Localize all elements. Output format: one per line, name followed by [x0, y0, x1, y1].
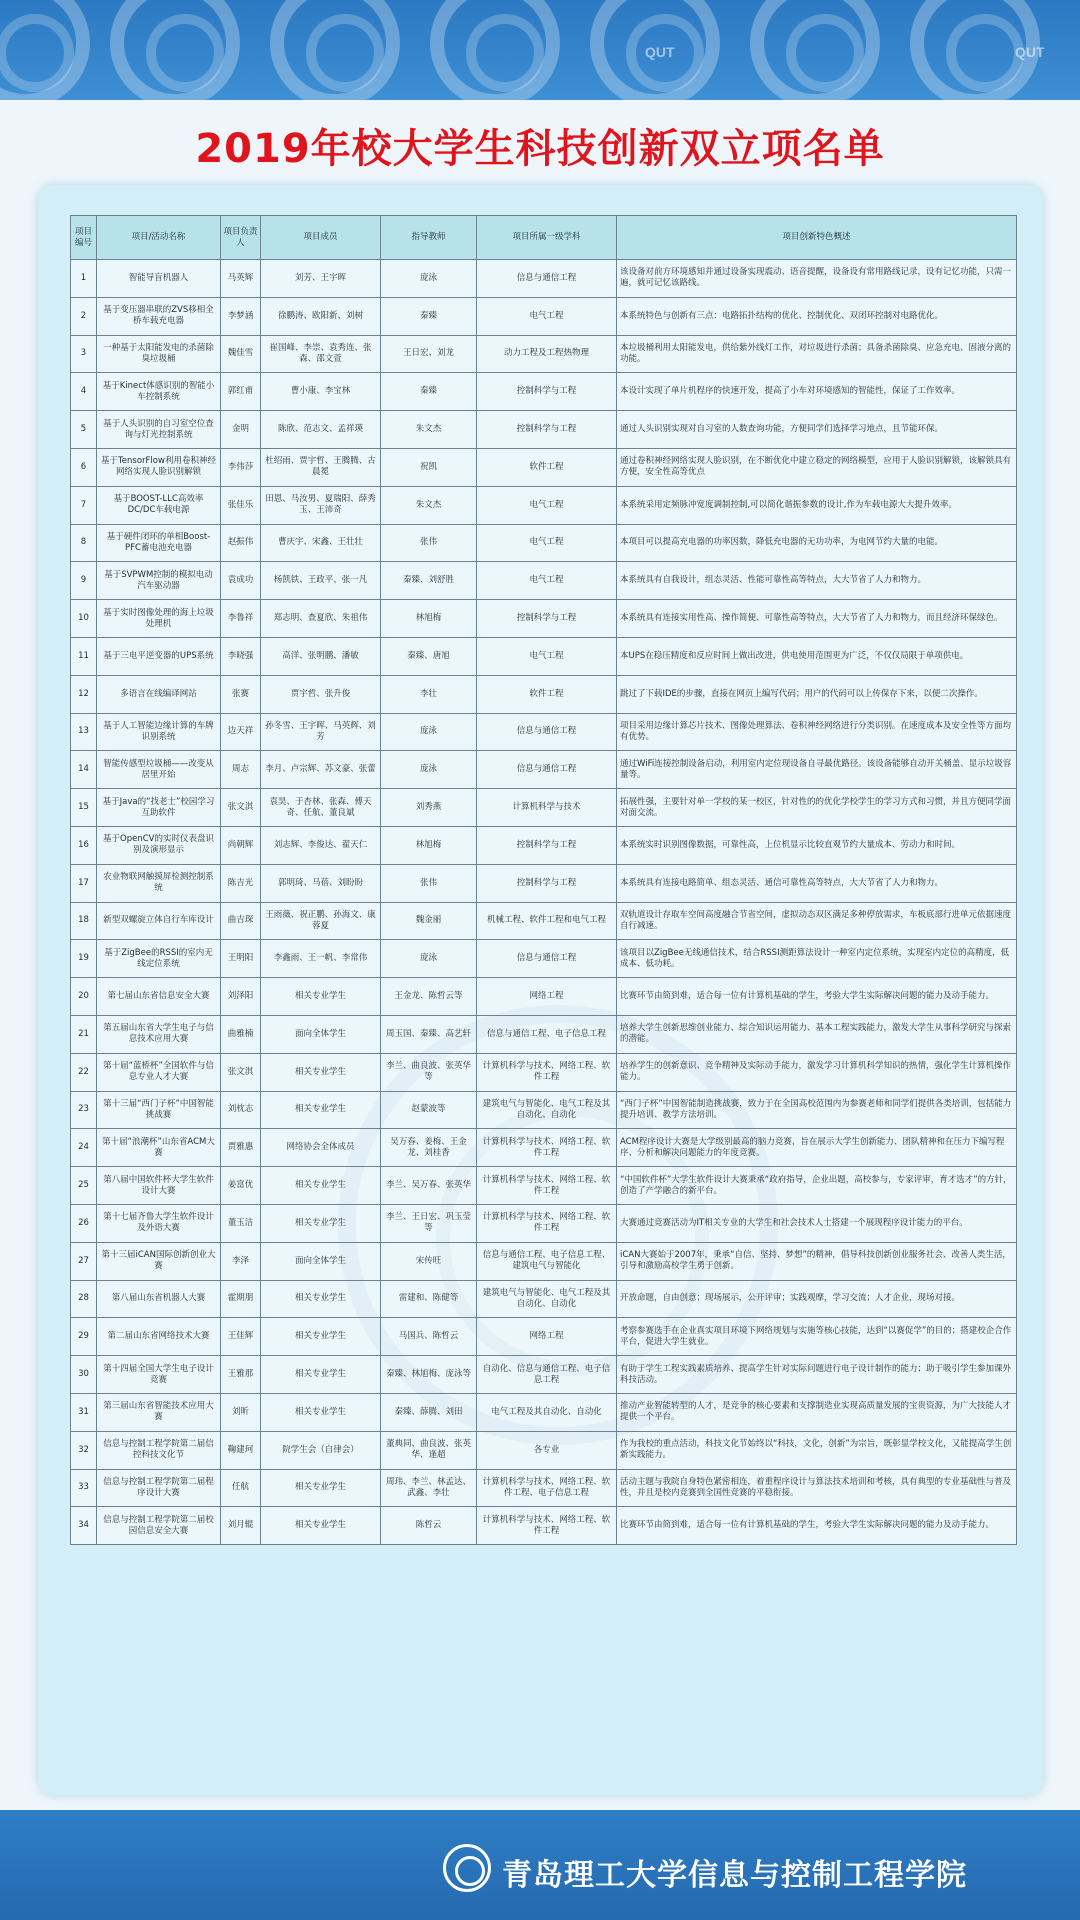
college-name: 青岛理工大学信息与控制工程学院	[502, 1858, 967, 1893]
cell-discipline: 计算机科学与技术、网络工程、软件工程、电子信息工程	[477, 1469, 617, 1507]
cell-leader: 陈吉光	[221, 864, 261, 902]
cell-members: 贾宇哲、张升俊	[261, 675, 381, 713]
cell-members: 相关专业学生	[261, 1167, 381, 1205]
table-row	[71, 1204, 1017, 1242]
cell-number: 27	[71, 1242, 97, 1280]
cell-project-name: 智能传感型垃圾桶——改变从居里开始	[97, 751, 221, 789]
cell-advisor: 陈哲云	[381, 1507, 477, 1545]
cell-discipline: 电气工程	[477, 486, 617, 524]
cell-project-name: 第十届“蓝桥杯”全国软件与信息专业人才大赛	[97, 1053, 221, 1091]
cell-advisor: 魏金丽	[381, 902, 477, 940]
table-row	[71, 1242, 1017, 1280]
cell-leader: 李晓强	[221, 637, 261, 675]
swirl-ornament	[270, 0, 400, 100]
cell-project-name: 第十三届iCAN国际创新创业大赛	[97, 1242, 221, 1280]
cell-advisor: 吴万春、姜梅、王金龙、刘桂香	[381, 1129, 477, 1167]
cell-discipline: 控制科学与工程	[477, 600, 617, 638]
cell-advisor: 宋传旺	[381, 1242, 477, 1280]
cell-overview: 本系统实时识别图像数据，可靠性高，上位机显示比较直观节约大量成本、劳动力和时间。	[617, 826, 1017, 864]
cell-leader: 张文淇	[221, 1053, 261, 1091]
cell-members: 王雨薇、祝正鹏、孙海文、康蓉夏	[261, 902, 381, 940]
cell-number: 19	[71, 940, 97, 978]
table-row	[71, 1393, 1017, 1431]
table-row	[71, 826, 1017, 864]
cell-leader: 李伟莎	[221, 448, 261, 486]
cell-members: 相关专业学生	[261, 1280, 381, 1318]
cell-overview: 项目采用边缘计算芯片技术、图像处理算法、卷积神经网络进行分类识别。在速度成本及安全性等方面均有优势。	[617, 713, 1017, 751]
university-logo-icon	[443, 1844, 491, 1892]
cell-leader: 贾雅惠	[221, 1129, 261, 1167]
table-row	[71, 297, 1017, 335]
cell-project-name: 第十届“浪潮杯”山东省ACM大赛	[97, 1129, 221, 1167]
table-row	[71, 260, 1017, 298]
cell-project-name: 基于Java的“找老士”校园学习互助软件	[97, 789, 221, 827]
cell-advisor: 庞泳	[381, 713, 477, 751]
cell-discipline: 信息与通信工程	[477, 940, 617, 978]
cell-discipline: 控制科学与工程	[477, 864, 617, 902]
table-row	[71, 562, 1017, 600]
cell-discipline: 软件工程	[477, 448, 617, 486]
cell-members: 相关专业学生	[261, 1091, 381, 1129]
cell-leader: 李泽	[221, 1242, 261, 1280]
cell-project-name: 第十四届全国大学生电子设计竞赛	[97, 1356, 221, 1394]
cell-number: 31	[71, 1393, 97, 1431]
cell-discipline: 计算机科学与技术	[477, 789, 617, 827]
table-row	[71, 1431, 1017, 1469]
table-row	[71, 1469, 1017, 1507]
cell-project-name: 智能导盲机器人	[97, 260, 221, 298]
cell-project-name: 基于硬件闭环的单相Boost-PFC蓄电池充电器	[97, 524, 221, 562]
cell-members: 相关专业学生	[261, 1393, 381, 1431]
cell-number: 18	[71, 902, 97, 940]
cell-members: 曹庆宇、宋鑫、王壮壮	[261, 524, 381, 562]
cell-discipline: 机械工程、软件工程和电气工程	[477, 902, 617, 940]
cell-number: 2	[71, 297, 97, 335]
cell-number: 22	[71, 1053, 97, 1091]
cell-members: 相关专业学生	[261, 1356, 381, 1394]
cell-project-name: 农业物联网触摸屏检测控制系统	[97, 864, 221, 902]
cell-number: 13	[71, 713, 97, 751]
cell-project-name: 第八届中国软件杯大学生软件设计大赛	[97, 1167, 221, 1205]
cell-number: 32	[71, 1431, 97, 1469]
cell-project-name: 基于SVPWM控制的模拟电动汽车驱动器	[97, 562, 221, 600]
col-header-number: 项目编号	[71, 216, 97, 260]
table-row	[71, 751, 1017, 789]
cell-discipline: 建筑电气与智能化、电气工程及其自动化、自动化	[477, 1280, 617, 1318]
table-row	[71, 335, 1017, 373]
cell-discipline: 电气工程	[477, 524, 617, 562]
cell-project-name: 基于实时图像处理的海上垃圾处理机	[97, 600, 221, 638]
cell-number: 12	[71, 675, 97, 713]
cell-discipline: 各专业	[477, 1431, 617, 1469]
cell-number: 28	[71, 1280, 97, 1318]
cell-project-name: 基于人头识别的自习室空位查询与灯光控制系统	[97, 411, 221, 449]
cell-discipline: 动力工程及工程热物理	[477, 335, 617, 373]
cell-overview: 拓展性强，主要针对单一学校的某一校区，针对性的的优化学校学生的学习方式和习惯，并且方便同学面对面交流。	[617, 789, 1017, 827]
cell-discipline: 信息与通信工程、电子信息工程、建筑电气与智能化	[477, 1242, 617, 1280]
swirl-ornament	[750, 0, 880, 100]
cell-number: 7	[71, 486, 97, 524]
cell-project-name: 第二届山东省网络技术大赛	[97, 1318, 221, 1356]
cell-overview: 跳过了下载IDE的步骤，直接在网页上编写代码；用户的代码可以上传保存下来，以便二次操作。	[617, 675, 1017, 713]
table-row	[71, 1507, 1017, 1545]
cell-number: 30	[71, 1356, 97, 1394]
cell-advisor: 李兰、王日宏、巩玉莹等	[381, 1204, 477, 1242]
cell-overview: 作为我校的重点活动，科技文化节始终以“科技，文化，创新”为宗旨，既彰显学校文化，又能提高学生创新实践能力。	[617, 1431, 1017, 1469]
cell-leader: 王雅那	[221, 1356, 261, 1394]
cell-members: 杜绍雨、贾宇哲、王腾腾、古晨冕	[261, 448, 381, 486]
cell-discipline: 信息与通信工程	[477, 751, 617, 789]
table-row	[71, 637, 1017, 675]
cell-advisor: 王金龙、陈哲云等	[381, 978, 477, 1016]
cell-number: 16	[71, 826, 97, 864]
cell-discipline: 信息与通信工程、电子信息工程	[477, 1015, 617, 1053]
cell-leader: 刘昕	[221, 1393, 261, 1431]
cell-discipline: 软件工程	[477, 675, 617, 713]
cell-leader: 边天祥	[221, 713, 261, 751]
cell-members: 高洋、张明鹏、潘敏	[261, 637, 381, 675]
cell-leader: 曲吉琛	[221, 902, 261, 940]
cell-project-name: 基于三电平逆变器的UPS系统	[97, 637, 221, 675]
cell-leader: 张赛	[221, 675, 261, 713]
cell-members: 相关专业学生	[261, 1507, 381, 1545]
cell-leader: 霍期朋	[221, 1280, 261, 1318]
table-row	[71, 411, 1017, 449]
cell-leader: 刘枕志	[221, 1091, 261, 1129]
cell-advisor: 秦臻、刘舒胜	[381, 562, 477, 600]
cell-project-name: 基于TensorFlow利用卷积神经网络实现人脸识别解锁	[97, 448, 221, 486]
table-row	[71, 675, 1017, 713]
table-row	[71, 1356, 1017, 1394]
cell-members: 田恩、马汝男、夏瑞阳、薛秀玉、王沛奇	[261, 486, 381, 524]
cell-leader: 姜富优	[221, 1167, 261, 1205]
cell-project-name: 第三届山东省智能技术应用大赛	[97, 1393, 221, 1431]
cell-discipline: 计算机科学与技术、网络工程、软件工程	[477, 1129, 617, 1167]
cell-advisor: 朱文杰	[381, 411, 477, 449]
cell-members: 李月、卢宗辉、苏文豪、张蕾	[261, 751, 381, 789]
cell-discipline: 信息与通信工程	[477, 260, 617, 298]
cell-leader: 刘泽阳	[221, 978, 261, 1016]
col-header-discipline: 项目所属一级学科	[477, 216, 617, 260]
cell-project-name: 基于变压器串联的ZVS移相全桥车载充电器	[97, 297, 221, 335]
cell-members: 曹小康、李宝林	[261, 373, 381, 411]
table-row	[71, 940, 1017, 978]
cell-leader: 魏佳雪	[221, 335, 261, 373]
cell-leader: 曲雅楠	[221, 1015, 261, 1053]
cell-leader: 王明阳	[221, 940, 261, 978]
cell-leader: 张佳乐	[221, 486, 261, 524]
cell-advisor: 李壮	[381, 675, 477, 713]
cell-members: 面向全体学生	[261, 1242, 381, 1280]
cell-advisor: 王日宏、刘龙	[381, 335, 477, 373]
table-row	[71, 1129, 1017, 1167]
cell-members: 李鑫雨、王一帆、李常伟	[261, 940, 381, 978]
cell-overview: ACM程序设计大赛是大学级别最高的脑力竞赛，旨在展示大学生创新能力、团队精神和在压力下编写程序、分析和解决问题能力的年度竞赛。	[617, 1129, 1017, 1167]
cell-advisor: 秦臻	[381, 373, 477, 411]
cell-overview: 开放命题，自由创意；现场展示，公开评审；实践观摩，学习交流；人才企业，现场对接。	[617, 1280, 1017, 1318]
cell-overview: 有助于学生工程实践素质培养、提高学生针对实际问题进行电子设计制作的能力；助于吸引学生参加课外科技活动。	[617, 1356, 1017, 1394]
cell-overview: 通过人头识别实现对自习室的人数查询功能，方便同学们选择学习地点，且节能环保。	[617, 411, 1017, 449]
cell-advisor: 朱文杰	[381, 486, 477, 524]
cell-number: 14	[71, 751, 97, 789]
cell-members: 网络协会全体成员	[261, 1129, 381, 1167]
table-row	[71, 373, 1017, 411]
cell-leader: 刘月辊	[221, 1507, 261, 1545]
cell-discipline: 电气工程	[477, 297, 617, 335]
cell-overview: 大赛通过竞赛活动为IT相关专业的大学生和社会技术人士搭建一个展现程序设计能力的平台。	[617, 1204, 1017, 1242]
cell-overview: “中国软件杯”大学生软件设计大赛秉承“政府指导，企业出题，高校参与，专家评审，育才选才”的方针，创造了产学融合的新平台。	[617, 1167, 1017, 1205]
table-header-row	[71, 216, 1017, 260]
cell-advisor: 董典同、曲良波、张英华、逢超	[381, 1431, 477, 1469]
cell-advisor: 周玮、李兰、林孟达、武鑫、李壮	[381, 1469, 477, 1507]
cell-project-name: 基于BOOST-LLC高效率DC/DC车载电源	[97, 486, 221, 524]
cell-discipline: 控制科学与工程	[477, 373, 617, 411]
cell-number: 5	[71, 411, 97, 449]
cell-advisor: 张伟	[381, 524, 477, 562]
cell-overview: 该项目以ZigBee无线通信技术，结合RSSI测距算法设计一种室内定位系统，实现室内定位的高精度，低成本、低功耗。	[617, 940, 1017, 978]
cell-overview: 本系统特色与创新有三点：电路拓扑结构的优化、控制优化、双闭环控制对电路优化。	[617, 297, 1017, 335]
cell-leader: 张文淇	[221, 789, 261, 827]
cell-members: 徐鹏涛、欧阳新、刘树	[261, 297, 381, 335]
cell-discipline: 信息与通信工程	[477, 713, 617, 751]
cell-overview: 本系统具有连接实用性高、操作简便、可靠性高等特点，大大节省了人力和物力，而且经济环保绿色。	[617, 600, 1017, 638]
cell-members: 相关专业学生	[261, 1053, 381, 1091]
table-row	[71, 864, 1017, 902]
cell-discipline: 控制科学与工程	[477, 826, 617, 864]
cell-overview: 本系统采用定频脉冲宽度调制控制,可以简化谐振参数的设计,作为车载电源大大提升效率。	[617, 486, 1017, 524]
cell-number: 6	[71, 448, 97, 486]
page-title: 2019年校大学生科技创新双立项名单	[195, 126, 885, 172]
banner-mark: QUT	[1015, 44, 1045, 60]
cell-number: 1	[71, 260, 97, 298]
table-row	[71, 789, 1017, 827]
cell-number: 3	[71, 335, 97, 373]
cell-number: 25	[71, 1167, 97, 1205]
cell-overview: 通过卷积神经网络实现人脸识别，在不断优化中建立稳定的网络模型，应用于人脸识别解锁，该解锁具有方便，安全性高等优点	[617, 448, 1017, 486]
cell-discipline: 自动化、信息与通信工程、电子信息工程	[477, 1356, 617, 1394]
cell-members: 刘志辉、李俊达、翟天仁	[261, 826, 381, 864]
cell-project-name: 第五届山东省大学生电子与信息技术应用大赛	[97, 1015, 221, 1053]
col-header-project-name: 项目/活动名称	[97, 216, 221, 260]
cell-project-name: 基于ZigBee的RSSI的室内无线定位系统	[97, 940, 221, 978]
cell-members: 陈欣、范志文、孟祥瑛	[261, 411, 381, 449]
cell-number: 34	[71, 1507, 97, 1545]
cell-project-name: 第十三届“西门子杯”中国智能挑战赛	[97, 1091, 221, 1129]
cell-overview: 通过WiFi连接控制设备启动，利用室内定位现设备自寻最优路径。该设备能够自动开关桶盖、显示垃圾容量等。	[617, 751, 1017, 789]
cell-overview: 推动产业智能转型的人才，是竞争的核心要素和支撑制造业实现高质量发展的宝贵资源，为广大技能人才提供一个平台。	[617, 1393, 1017, 1431]
top-banner	[0, 0, 1080, 100]
cell-leader: 袁成功	[221, 562, 261, 600]
cell-overview: 培养学生的创新意识、竞争精神及实际动手能力，激发学习计算机科学知识的热情，强化学生计算机操作能力。	[617, 1053, 1017, 1091]
col-header-leader: 项目负责人	[221, 216, 261, 260]
cell-members: 郭明琦、马蓓、刘盼盼	[261, 864, 381, 902]
cell-overview: 考察参赛选手在企业真实项目环境下网络规划与实施等核心技能，达到“以赛促学”的目的；搭建校企合作平台，促进大学生就业。	[617, 1318, 1017, 1356]
cell-advisor: 祝凯	[381, 448, 477, 486]
cell-project-name: 信息与控制工程学院第二届信控科技文化节	[97, 1431, 221, 1469]
cell-discipline: 网络工程	[477, 1318, 617, 1356]
cell-discipline: 计算机科学与技术、网络工程、软件工程	[477, 1167, 617, 1205]
cell-number: 10	[71, 600, 97, 638]
swirl-ornament	[110, 0, 240, 100]
cell-discipline: 建筑电气与智能化、电气工程及其自动化、自动化	[477, 1091, 617, 1129]
cell-project-name: 基于Kinect体感识别的智能小车控制系统	[97, 373, 221, 411]
cell-leader: 董玉洁	[221, 1204, 261, 1242]
table-row	[71, 1167, 1017, 1205]
swirl-ornament	[430, 0, 560, 100]
cell-overview: “西门子杯”中国智能制造挑战赛，致力于在全国高校范围内为参赛老师和同学们提供各类培训，包括能力提升培训、教学方法培训。	[617, 1091, 1017, 1129]
cell-overview: 培养大学生创新思维创业能力、综合知识运用能力、基本工程实践能力，激发大学生从事科学研究与探索的潜能。	[617, 1015, 1017, 1053]
cell-members: 杨凯铁、王政平、张一凡	[261, 562, 381, 600]
cell-overview: 该设备对前方环境感知并通过设备实现震动、语音提醒，设备设有常用路线记录，设有记忆功能，只需一遍，就可记忆该路线。	[617, 260, 1017, 298]
table-row	[71, 486, 1017, 524]
project-table	[70, 215, 1017, 1545]
cell-project-name: 第十七届齐鲁大学生软件设计及外语大赛	[97, 1204, 221, 1242]
cell-overview: iCAN大赛始于2007年，秉承“自信、坚持、梦想”的精神，倡导科技创新创业服务社会、改善人类生活，引导和激励高校学生勇于创新。	[617, 1242, 1017, 1280]
table-row	[71, 713, 1017, 751]
cell-discipline: 电气工程及其自动化、自动化	[477, 1393, 617, 1431]
table-row	[71, 524, 1017, 562]
cell-overview: 双轨道设计存取车空间高度融合节省空间，虚拟动态双区满足多种停放需求，车板底部行进单元依据速度自行减速。	[617, 902, 1017, 940]
cell-members: 袁昊、于杏林、张森、傅天奇、任航、董良斌	[261, 789, 381, 827]
cell-advisor: 刘秀燕	[381, 789, 477, 827]
cell-number: 29	[71, 1318, 97, 1356]
cell-leader: 鞠建珂	[221, 1431, 261, 1469]
table-row	[71, 1053, 1017, 1091]
cell-discipline: 控制科学与工程	[477, 411, 617, 449]
cell-overview: 本项目可以提高充电器的功率因数，降低充电器的无功功率，为电网节约大量的电能。	[617, 524, 1017, 562]
cell-leader: 金明	[221, 411, 261, 449]
cell-leader: 尚朝辉	[221, 826, 261, 864]
cell-members: 崔国峰、李崇、袁秀连、张森、邵文萱	[261, 335, 381, 373]
cell-discipline: 计算机科学与技术、网络工程、软件工程	[477, 1507, 617, 1545]
cell-overview: 本系统具有自我设计，组态灵活、性能可靠性高等特点，大大节省了人力和物力。	[617, 562, 1017, 600]
cell-leader: 赵振伟	[221, 524, 261, 562]
cell-advisor: 秦臻、薛腾、刘田	[381, 1393, 477, 1431]
cell-discipline: 网络工程	[477, 978, 617, 1016]
col-header-advisor: 指导教师	[381, 216, 477, 260]
cell-advisor: 林旭梅	[381, 826, 477, 864]
cell-overview: 比赛环节由简到难，适合每一位有计算机基础的学生，考验大学生实际解决问题的能力及动手能力。	[617, 1507, 1017, 1545]
cell-advisor: 秦臻	[381, 297, 477, 335]
table-row	[71, 448, 1017, 486]
cell-project-name: 基于人工智能边缘计算的车牌识别系统	[97, 713, 221, 751]
cell-members: 相关专业学生	[261, 1469, 381, 1507]
cell-number: 11	[71, 637, 97, 675]
table-row	[71, 1091, 1017, 1129]
cell-advisor: 赵蒙波等	[381, 1091, 477, 1129]
cell-advisor: 林旭梅	[381, 600, 477, 638]
cell-overview: 本UPS在稳压精度和反应时间上做出改进，供电使用范围更为广泛，不仅仅局限于单项供电。	[617, 637, 1017, 675]
cell-number: 33	[71, 1469, 97, 1507]
cell-number: 20	[71, 978, 97, 1016]
cell-leader: 王佳辉	[221, 1318, 261, 1356]
cell-leader: 任航	[221, 1469, 261, 1507]
cell-advisor: 张伟	[381, 864, 477, 902]
cell-overview: 比赛环节由简到难，适合每一位有计算机基础的学生，考验大学生实际解决问题的能力及动手能力。	[617, 978, 1017, 1016]
cell-leader: 李梦涵	[221, 297, 261, 335]
cell-advisor: 庞泳	[381, 751, 477, 789]
cell-overview: 本设计实现了单片机程序的快速开发，提高了小车对环境感知的智能性，保证了工作效率。	[617, 373, 1017, 411]
cell-number: 4	[71, 373, 97, 411]
cell-project-name: 第七届山东省信息安全大赛	[97, 978, 221, 1016]
cell-members: 面向全体学生	[261, 1015, 381, 1053]
banner-mark: QUT	[645, 44, 675, 60]
cell-advisor: 马国兵、陈哲云	[381, 1318, 477, 1356]
cell-number: 26	[71, 1204, 97, 1242]
cell-number: 24	[71, 1129, 97, 1167]
cell-members: 相关专业学生	[261, 978, 381, 1016]
cell-members: 院学生会（自律会）	[261, 1431, 381, 1469]
table-row	[71, 600, 1017, 638]
cell-advisor: 秦臻、唐旭	[381, 637, 477, 675]
cell-members: 相关专业学生	[261, 1204, 381, 1242]
cell-project-name: 信息与控制工程学院第二届校园信息安全大赛	[97, 1507, 221, 1545]
cell-number: 9	[71, 562, 97, 600]
cell-leader: 郭红甫	[221, 373, 261, 411]
cell-number: 23	[71, 1091, 97, 1129]
cell-discipline: 电气工程	[477, 562, 617, 600]
cell-advisor: 秦臻、林旭梅、庞泳等	[381, 1356, 477, 1394]
cell-leader: 周志	[221, 751, 261, 789]
col-header-overview: 项目创新特色概述	[617, 216, 1017, 260]
cell-project-name: 新型双螺旋立体自行车库设计	[97, 902, 221, 940]
cell-discipline: 计算机科学与技术、网络工程、软件工程	[477, 1204, 617, 1242]
cell-members: 相关专业学生	[261, 1318, 381, 1356]
table-row	[71, 1318, 1017, 1356]
cell-members: 刘芳、王宇晖	[261, 260, 381, 298]
swirl-ornament	[0, 0, 90, 100]
cell-advisor: 李兰、吴万春、张英华	[381, 1167, 477, 1205]
cell-project-name: 多语言在线编译网站	[97, 675, 221, 713]
cell-number: 21	[71, 1015, 97, 1053]
cell-advisor: 周玉国、秦臻、高艺轩	[381, 1015, 477, 1053]
col-header-members: 项目成员	[261, 216, 381, 260]
cell-advisor: 雷建和、陈健等	[381, 1280, 477, 1318]
cell-discipline: 电气工程	[477, 637, 617, 675]
table-row	[71, 1280, 1017, 1318]
cell-project-name: 信息与控制工程学院第二届程序设计大赛	[97, 1469, 221, 1507]
cell-overview: 本系统具有连接电路简单、组态灵活、通信可靠性高等特点，大大节省了人力和物力。	[617, 864, 1017, 902]
cell-advisor: 庞泳	[381, 940, 477, 978]
cell-discipline: 计算机科学与技术、网络工程、软件工程	[477, 1053, 617, 1091]
cell-number: 8	[71, 524, 97, 562]
cell-number: 17	[71, 864, 97, 902]
cell-overview: 活动主题与我院自身特色紧密相连，着重程序设计与算法技术培训和考核，具有典型的专业基础性与普及性，并且是校内竞赛到全国性竞赛的平稳衔接。	[617, 1469, 1017, 1507]
cell-number: 15	[71, 789, 97, 827]
cell-advisor: 李兰、曲良波、张英华等	[381, 1053, 477, 1091]
cell-leader: 李鲁祥	[221, 600, 261, 638]
table-row	[71, 978, 1017, 1016]
cell-members: 孙冬雪、王宇晖、马英辉、刘芳	[261, 713, 381, 751]
cell-members: 郑志明、查夏欣、朱祖伟	[261, 600, 381, 638]
cell-overview: 本垃圾桶利用太阳能发电，供给紫外线灯工作，对垃圾进行杀菌；具备杀菌除臭、应急充电、固液分离的功能。	[617, 335, 1017, 373]
table-row	[71, 1015, 1017, 1053]
cell-leader: 马英辉	[221, 260, 261, 298]
cell-advisor: 庞泳	[381, 260, 477, 298]
cell-project-name: 第八届山东省机器人大赛	[97, 1280, 221, 1318]
table-row	[71, 902, 1017, 940]
cell-project-name: 基于OpenCV的实时仪表盘识别及演形显示	[97, 826, 221, 864]
cell-project-name: 一种基于太阳能发电的杀菌除臭垃圾桶	[97, 335, 221, 373]
